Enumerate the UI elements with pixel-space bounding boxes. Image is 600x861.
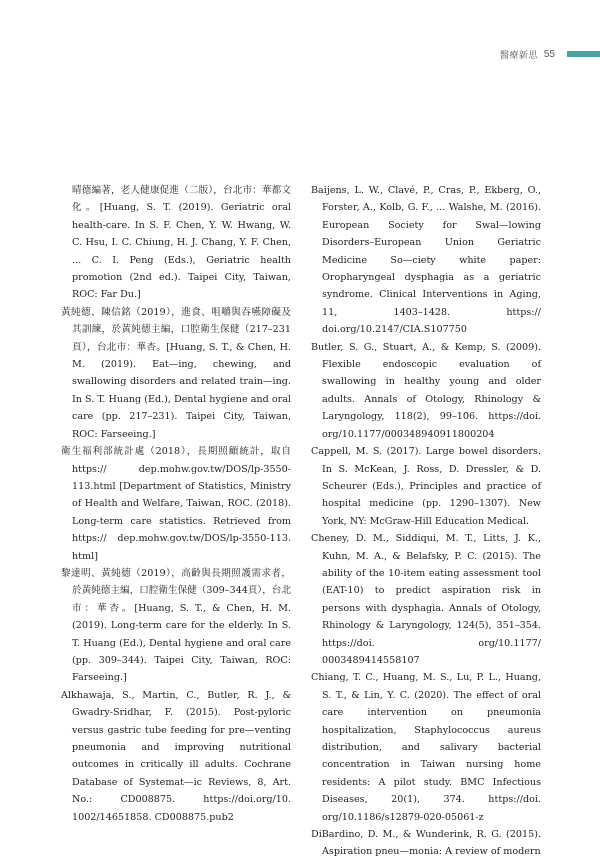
- page-number: 55: [543, 48, 555, 60]
- journal-title: 醫療新思: [499, 50, 538, 61]
- reference-entry: 黃純德、陳信銘（2019），進食、咀嚼與吞嚥障礙及其訓練，於黃純德主編，口腔衛生保健（217–231頁），台北市：華杏。[Huang, S. T., & Chen, H. M. (2019). Eat—ing, chewing, and swallowing disorders and related train—ing. In S. T. Huang (Ed.), Dental hygiene and oral care (pp. 217–231). Taipei City, Taiwan, ROC: Farseeing.]: [61, 306, 291, 440]
- references-left-column: [61, 182, 291, 826]
- reference-entry: Cappell, M. S. (2017). Large bowel disorders. In S. McKean, J. Ross, D. Dressler, & D. Scheurer (Eds.), Principles and practice of hospital medicine (pp. 1290–1307). New York, NY: McGraw-Hill Education Medical.: [311, 446, 541, 527]
- running-header: [500, 47, 600, 61]
- reference-entry: 衛生福利部統計處（2018），長期照顧統計，取自 https:// dep.mohw.gov.tw/DOS/lp-3550-113.html [Department of Statistics, Ministry of Health and Welfare, Taiwan, ROC. (2018). Long-term care statistics. Retrieved from https:// dep.mohw.gov.tw/DOS/lp-3550-113. html]: [61, 446, 291, 562]
- reference-entry: Baijens, L. W., Clavé, P., Cras, P., Ekberg, O., Forster, A., Kolb, G. F., ... Walshe, M. (2016). European Society for Swal—lowing Disorders–European Union Geriatric Medicine So—ciety white paper: Oropharyngeal dysphagia as a geriatric syndrome. Clinical Interventions in Aging, 11, 1403–1428. https:// doi.org/10.2147/CIA.S107750: [311, 185, 541, 336]
- reference-entry: 晴德編著，老人健康促進（二版），台北市：華都文化。[Huang, S. T. (2019). Geriatric oral health-care. In S. F. Chen, Y. W. Hwang, W. C. Hsu, I. C. Chiung, H. J. Chang, Y. F. Chen, ... C. I. Peng (Eds.), Geriatric health promotion (2nd ed.). Taipei City, Taiwan, ROC: Far Du.]: [72, 185, 291, 301]
- reference-entry: Cheney, D. M., Siddiqui, M. T., Litts, J. K., Kuhn, M. A., & Belafsky, P. C. (2015). The ability of the 10-item eating assessment tool (EAT-10) to predict aspiration risk in persons with dysphagia. Annals of Otology, Rhinology & Laryngology, 124(5), 351–354. https://doi. org/10.1177/ 0003489414558107: [311, 533, 541, 666]
- reference-entry: Alkhawaja, S., Martin, C., Butler, R. J., & Gwadry-Sridhar, F. (2015). Post-pyloric versus gastric tube feeding for pre—venting pneumonia and improving nutritional outcomes in critically ill adults. Cochrane Database of Systemat—ic Reviews, 8, Art. No.: CD008875. https://doi.org/10. 1002/14651858. CD008875.pub2: [61, 689, 291, 823]
- reference-entry: Chiang, T. C., Huang, M. S., Lu, P. L., Huang, S. T., & Lin, Y. C. (2020). The effect of oral care intervention on pneumonia hospitalization, Staphylococcus aureus distribution, and salivary bacterial concentration in Taiwan nursing home residents: A pilot study. BMC Infectious Diseases, 20(1), 374. https://doi. org/10.1186/s12879-020-05061-z: [311, 672, 541, 823]
- references-right-column: [311, 182, 541, 861]
- reference-entry: 黎達明、黃純德（2019），高齡與長期照護需求者，於黃純德主編，口腔衛生保健（309–344頁），台北市：華杏。[Huang, S. T., & Chen, H. M. (2019). Long-term care for the elderly. In S. T. Huang (Ed.), Dental hygiene and oral care (pp. 309–344). Taipei City, Taiwan, ROC: Farseeing.]: [61, 567, 291, 684]
- reference-entry: Butler, S. G., Stuart, A., & Kemp, S. (2009). Flexible endoscopic evaluation of swallowing in healthy young and older adults. Annals of Otology, Rhinology & Laryngology, 118(2), 99–106. https://doi. org/10.1177/000348940911800204: [311, 341, 541, 440]
- reference-entry: DiBardino, D. M., & Wunderink, R. G. (2015). Aspiration pneu—monia: A review of modern: [311, 829, 541, 858]
- accent-bar: [567, 51, 600, 57]
